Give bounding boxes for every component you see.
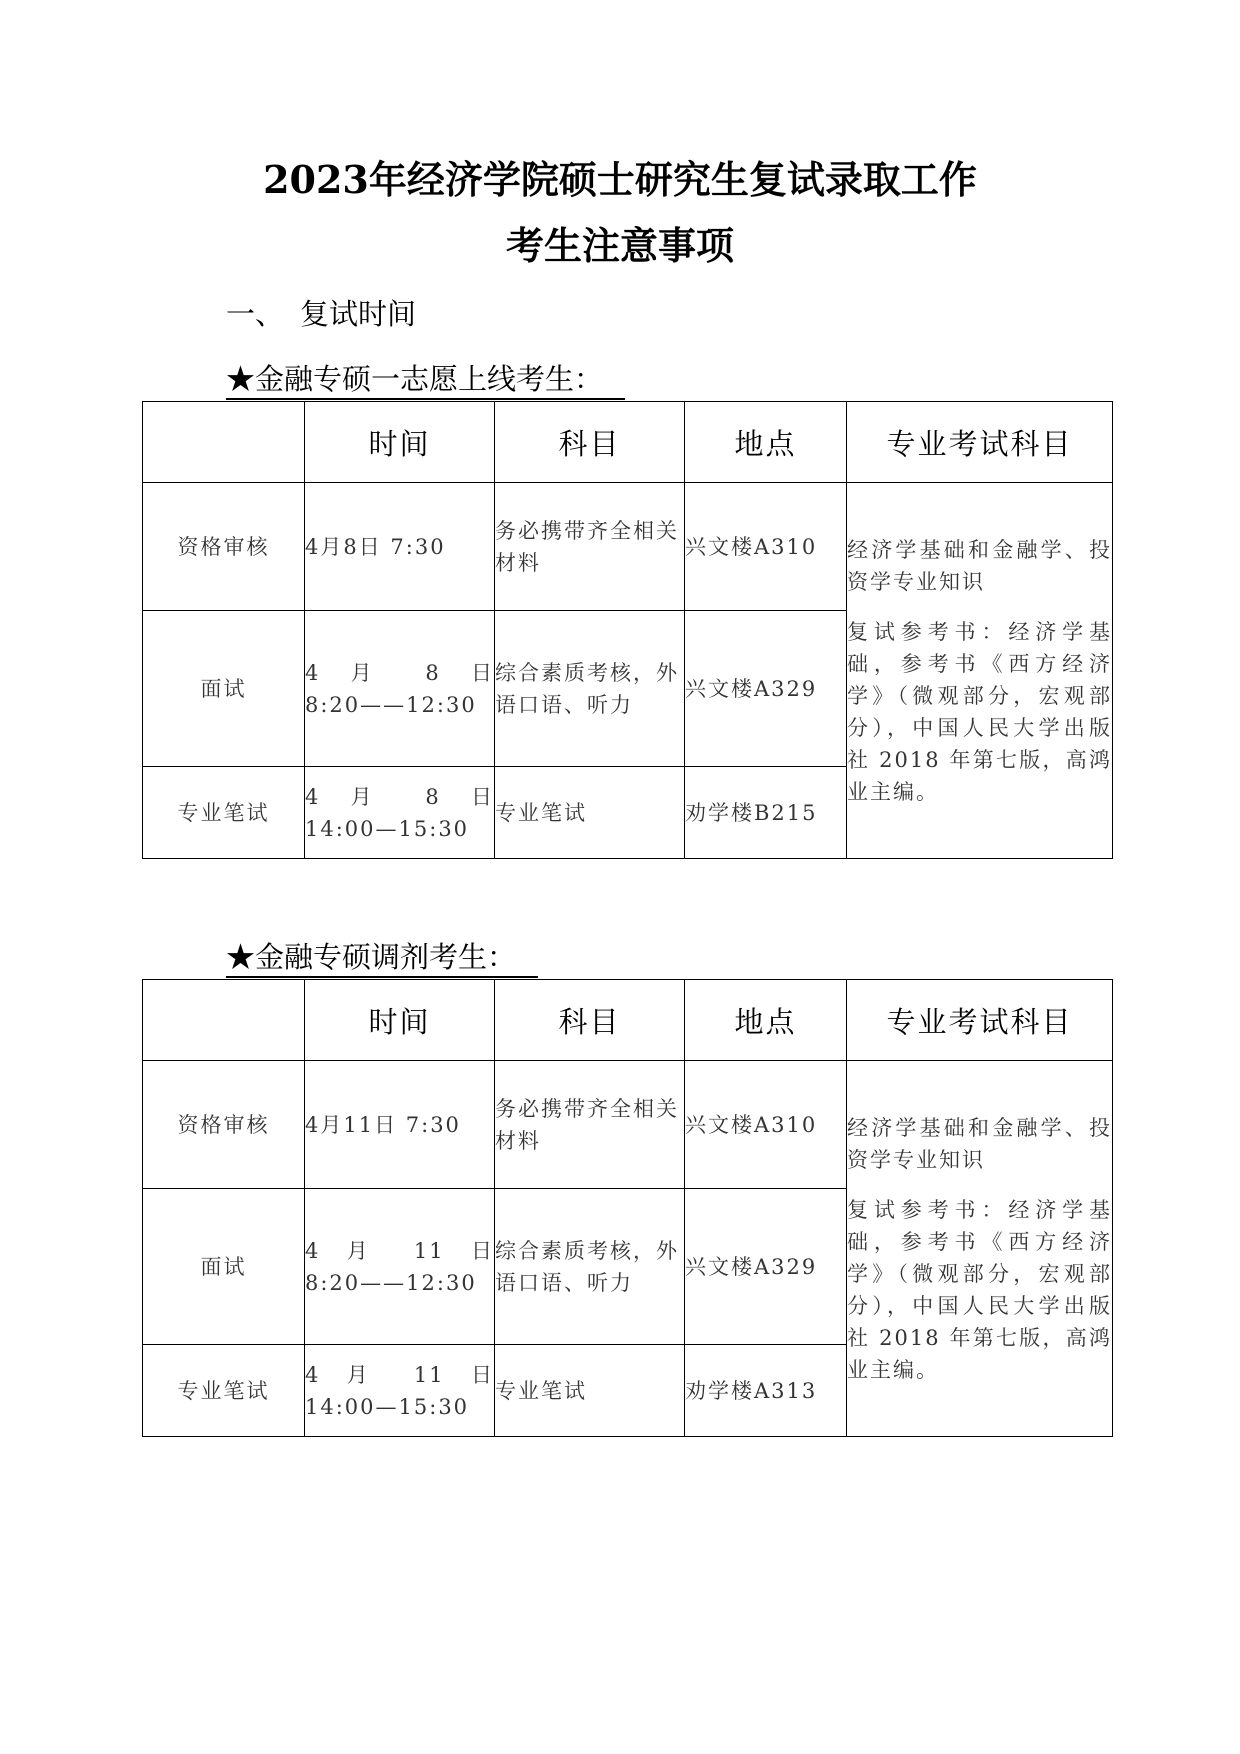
reference-book-text: 复试参考书：经济学基础，参考书《西方经济学》（微观部分，宏观部分），中国人民大学出版社 2018 年第七版，高鸿业主编。 [847, 1197, 1112, 1382]
time-line: 14:00—15:30 [305, 816, 470, 841]
document-subtitle: 考生注意事项 [505, 223, 734, 268]
row-subject: 务必携带齐全相关材料 [495, 483, 685, 611]
row-label: 面试 [143, 1189, 305, 1345]
section-heading [226, 292, 416, 333]
row-subject: 专业笔试 [495, 767, 685, 859]
time-line: 4 月 11 日 [305, 1238, 494, 1263]
row-label: 资格审核 [143, 1061, 305, 1189]
time-line: 4月8日 7:30 [305, 534, 446, 559]
header-exam-subjects: 专业考试科目 [847, 402, 1113, 483]
row-location: 兴文楼A329 [685, 611, 847, 767]
table-1-subtitle: ★金融专硕一志愿上线考生： [226, 362, 625, 400]
row-time [305, 611, 495, 767]
table-header-row [143, 402, 1113, 483]
row-location: 兴文楼A310 [685, 1061, 847, 1189]
row-time [305, 1345, 495, 1437]
exam-subjects-cell [847, 1061, 1113, 1437]
table-2-subtitle: ★金融专硕调剂考生： [226, 940, 538, 978]
header-blank [143, 980, 305, 1061]
exam-subjects-text: 经济学基础和金融学、投资学专业知识 [847, 537, 1112, 594]
row-location: 兴文楼A310 [685, 483, 847, 611]
header-time: 时间 [305, 402, 495, 483]
time-line: 4 月 8 日 [305, 784, 494, 809]
time-line: 4 月 11 日 [305, 1362, 494, 1387]
row-time [305, 483, 495, 611]
row-time [305, 1061, 495, 1189]
header-location: 地点 [685, 980, 847, 1061]
time-line: 4 月 8 日 [305, 660, 494, 685]
section-number: 一、 [226, 297, 285, 331]
section-label: 复试时间 [300, 297, 417, 331]
time-line: 8:20——12:30 [305, 692, 477, 717]
row-label: 专业笔试 [143, 767, 305, 859]
exam-subjects-cell [847, 483, 1113, 859]
header-subject: 科目 [495, 980, 685, 1061]
time-line: 8:20——12:30 [305, 1270, 477, 1295]
exam-subjects-text: 经济学基础和金融学、投资学专业知识 [847, 1115, 1112, 1172]
row-location: 劝学楼B215 [685, 767, 847, 859]
header-blank [143, 402, 305, 483]
row-subject: 专业笔试 [495, 1345, 685, 1437]
time-line: 14:00—15:30 [305, 1394, 470, 1419]
table-row [143, 483, 1113, 611]
header-exam-subjects: 专业考试科目 [847, 980, 1113, 1061]
row-label: 专业笔试 [143, 1345, 305, 1437]
row-time [305, 767, 495, 859]
table-header-row [143, 980, 1113, 1061]
table-row [143, 1061, 1113, 1189]
row-label: 面试 [143, 611, 305, 767]
header-location: 地点 [685, 402, 847, 483]
schedule-table-2 [142, 979, 1113, 1437]
row-subject: 务必携带齐全相关材料 [495, 1061, 685, 1189]
schedule-table-1 [142, 401, 1113, 859]
row-subject: 综合素质考核，外语口语、听力 [495, 611, 685, 767]
document-title: 2023年经济学院硕士研究生复试录取工作 [263, 157, 977, 202]
row-location: 劝学楼A313 [685, 1345, 847, 1437]
reference-book-text: 复试参考书：经济学基础，参考书《西方经济学》（微观部分，宏观部分），中国人民大学出版社 2018 年第七版，高鸿业主编。 [847, 619, 1112, 804]
header-subject: 科目 [495, 402, 685, 483]
row-label: 资格审核 [143, 483, 305, 611]
header-time: 时间 [305, 980, 495, 1061]
row-time [305, 1189, 495, 1345]
time-line: 4月11日 7:30 [305, 1112, 461, 1137]
row-location: 兴文楼A329 [685, 1189, 847, 1345]
row-subject: 综合素质考核，外语口语、听力 [495, 1189, 685, 1345]
